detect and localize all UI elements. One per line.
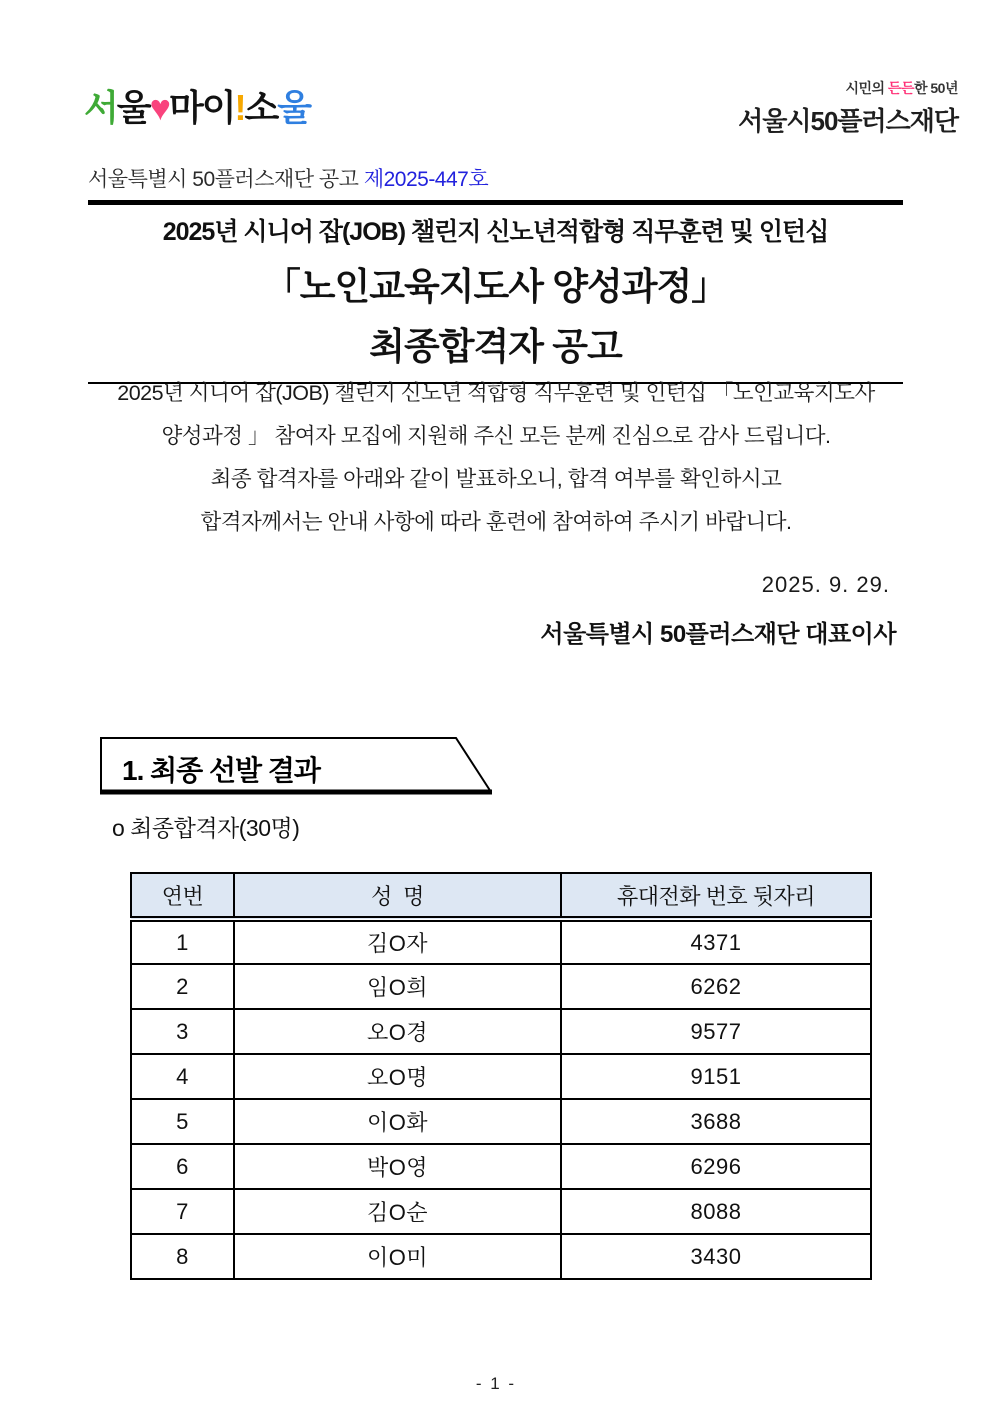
greeting-line: 최종 합격자를 아래와 같이 발표하오니, 합격 여부를 확인하시고 — [210, 467, 782, 491]
table-row — [131, 1234, 871, 1279]
cell-phone: 3430 — [561, 1234, 871, 1279]
cell-number: 7 — [131, 1189, 234, 1234]
cell-phone: 9577 — [561, 1009, 871, 1054]
cell-number: 2 — [131, 964, 234, 1009]
greeting-paragraph — [60, 372, 932, 544]
announcement-date: 2025. 9. 29. — [761, 572, 890, 597]
cell-phone: 9151 — [561, 1054, 871, 1099]
table-row — [131, 1054, 871, 1099]
cell-phone: 3688 — [561, 1099, 871, 1144]
cell-phone: 8088 — [561, 1189, 871, 1234]
cell-number: 1 — [131, 919, 234, 964]
doc-number-line — [88, 163, 488, 193]
foundation-tagline: 시민의 든든한 50년 — [845, 80, 958, 96]
table-row — [131, 1189, 871, 1234]
cell-name: 임O희 — [234, 964, 561, 1009]
table-row — [131, 1009, 871, 1054]
logo-char-so: 소 — [244, 87, 278, 128]
title-subline: 2025년 시니어 잡(JOB) 챌린지 신노년적합형 직무훈련 및 인턴십 — [162, 218, 829, 246]
foundation-name: 서울시50플러스재단 — [738, 106, 958, 136]
logo-char-seo: 서 — [84, 87, 117, 128]
col-header-name: 성 명 — [234, 873, 561, 919]
signer-title: 서울특별시 50플러스재단 대표이사 — [540, 621, 896, 648]
seoul-my-soul-logo — [84, 87, 311, 128]
cell-number: 6 — [131, 1144, 234, 1189]
heart-icon: ♥ — [149, 87, 169, 128]
title-course: 「노인교육지도사 양성과정」 — [263, 266, 728, 307]
logo-char-ul: 울 — [116, 87, 150, 128]
table-row — [131, 964, 871, 1009]
cell-name: 오O경 — [234, 1009, 561, 1054]
page-number: - 1 - — [475, 1374, 517, 1393]
cell-number: 8 — [131, 1234, 234, 1279]
table-row — [131, 1144, 871, 1189]
tagline-accent: 든든 — [887, 80, 914, 96]
cell-name: 김O자 — [234, 919, 561, 964]
title-main: 최종합격자 공고 — [369, 326, 622, 367]
cell-phone: 4371 — [561, 919, 871, 964]
announcement-title-block — [88, 200, 903, 384]
cell-phone: 6262 — [561, 964, 871, 1009]
cell-name: 김O순 — [234, 1189, 561, 1234]
cell-phone: 6296 — [561, 1144, 871, 1189]
exclamation-icon: ! — [234, 87, 245, 128]
cell-name: 오O명 — [234, 1054, 561, 1099]
col-header-phone: 휴대전화 번호 뒷자리 — [561, 873, 871, 919]
greeting-line: 합격자께서는 안내 사항에 따라 훈련에 참여하여 주시기 바랍니다. — [200, 510, 792, 534]
cell-name: 이O미 — [234, 1234, 561, 1279]
cell-name: 이O화 — [234, 1099, 561, 1144]
cell-number: 4 — [131, 1054, 234, 1099]
table-row — [131, 919, 871, 964]
cell-number: 3 — [131, 1009, 234, 1054]
passers-table — [130, 872, 872, 1280]
table-header-row — [131, 873, 871, 919]
greeting-line: 2025년 시니어 잡(JOB) 챌린지 신노년 적합형 직무훈련 및 인턴십 「노인교육지도사 — [117, 381, 875, 405]
section-1-header — [100, 737, 492, 795]
doc-number-prefix: 서울특별시 50플러스재단 공고 — [88, 168, 359, 191]
logo-char-mai: 마이 — [168, 87, 235, 128]
cell-number: 5 — [131, 1099, 234, 1144]
section-1-title: 1. 최종 선발 결과 — [122, 755, 320, 786]
greeting-line: 양성과정 」 참여자 모집에 지원해 주신 모든 분께 진심으로 감사 드립니다. — [161, 424, 831, 448]
cell-name: 박O영 — [234, 1144, 561, 1189]
logo-char-ul2: 울 — [277, 87, 311, 128]
seoul50plus-logo — [738, 78, 958, 138]
doc-number-value: 제2025-447호 — [363, 168, 489, 191]
table-row — [131, 1099, 871, 1144]
col-header-number: 연번 — [131, 873, 234, 919]
final-passers-subtitle: o 최종합격자(30명) — [112, 815, 300, 841]
